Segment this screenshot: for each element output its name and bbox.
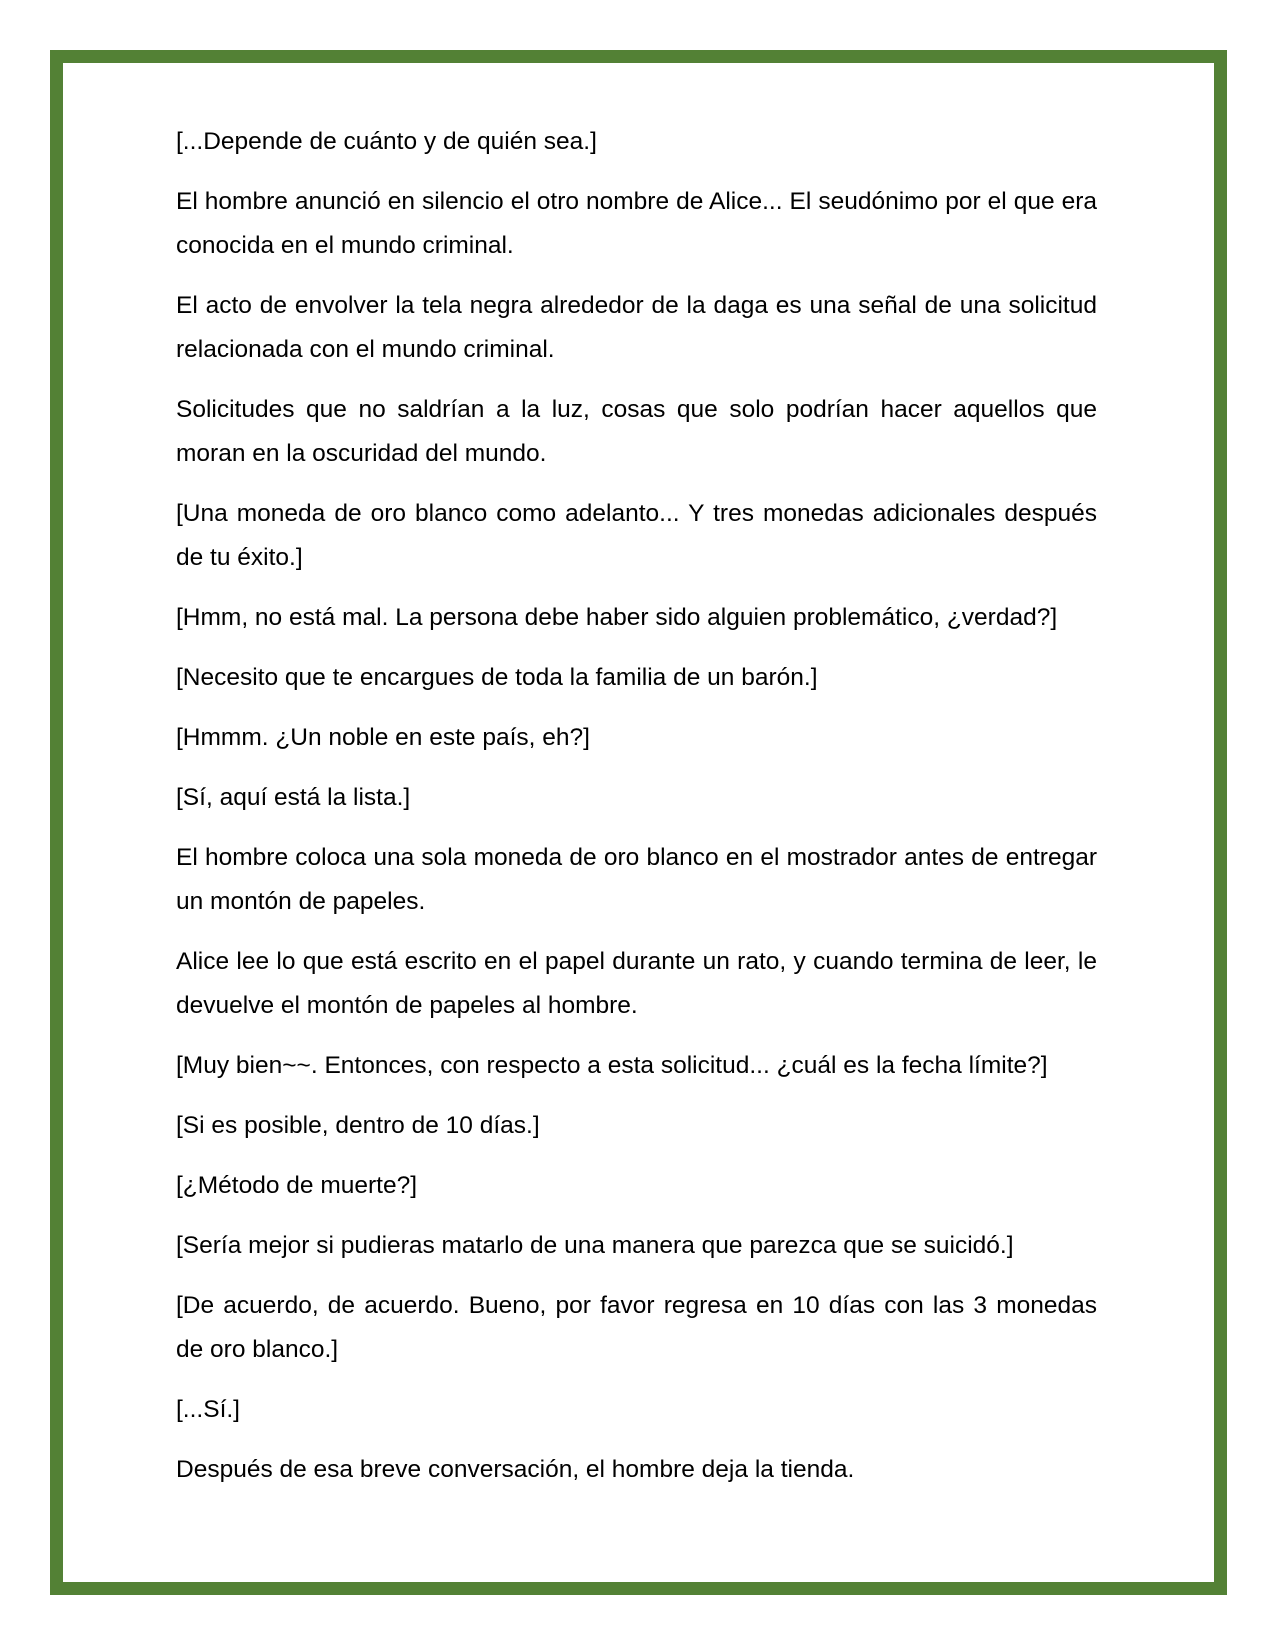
paragraph: Después de esa breve conversación, el hombre deja la tienda. bbox=[176, 1456, 855, 1483]
paragraph: [...Depende de cuánto y de quién sea.] bbox=[176, 128, 597, 155]
paragraph: Solicitudes que no saldrían a la luz, cosas que solo podrían hacer aquellos que moran en la oscuridad del mundo. bbox=[176, 396, 1097, 467]
paragraph: [Sería mejor si pudieras matarlo de una manera que parezca que se suicidó.] bbox=[176, 1232, 1014, 1259]
paragraph: [Sí, aquí está la lista.] bbox=[176, 784, 411, 811]
paragraph: [...Sí.] bbox=[176, 1396, 240, 1423]
paragraph: [Si es posible, dentro de 10 días.] bbox=[176, 1112, 540, 1139]
paragraph: [De acuerdo, de acuerdo. Bueno, por favor regresa en 10 días con las 3 monedas de oro blanco.] bbox=[176, 1292, 1097, 1363]
paragraph: [Necesito que te encargues de toda la familia de un barón.] bbox=[176, 664, 818, 691]
paragraph: [¿Método de muerte?] bbox=[176, 1172, 418, 1199]
paragraph: [Muy bien~~. Entonces, con respecto a esta solicitud... ¿cuál es la fecha límite?] bbox=[176, 1052, 1048, 1079]
paragraph: Alice lee lo que está escrito en el papel durante un rato, y cuando termina de leer, le devuelve el montón de papeles al hombre. bbox=[176, 948, 1097, 1019]
paragraph: [Hmmm. ¿Un noble en este país, eh?] bbox=[176, 724, 590, 751]
paragraph: [Hmm, no está mal. La persona debe haber sido alguien problemático, ¿verdad?] bbox=[176, 604, 1058, 631]
paragraph: El acto de envolver la tela negra alrededor de la daga es una señal de una solicitud relacionada con el mundo criminal. bbox=[176, 292, 1097, 363]
paragraph: El hombre coloca una sola moneda de oro blanco en el mostrador antes de entregar un montón de papeles. bbox=[176, 844, 1097, 915]
paragraph: [Una moneda de oro blanco como adelanto... Y tres monedas adicionales después de tu éxito.] bbox=[176, 500, 1097, 571]
paragraph: El hombre anunció en silencio el otro nombre de Alice... El seudónimo por el que era conocida en el mundo criminal. bbox=[176, 188, 1097, 259]
document-body bbox=[176, 120, 1097, 1508]
